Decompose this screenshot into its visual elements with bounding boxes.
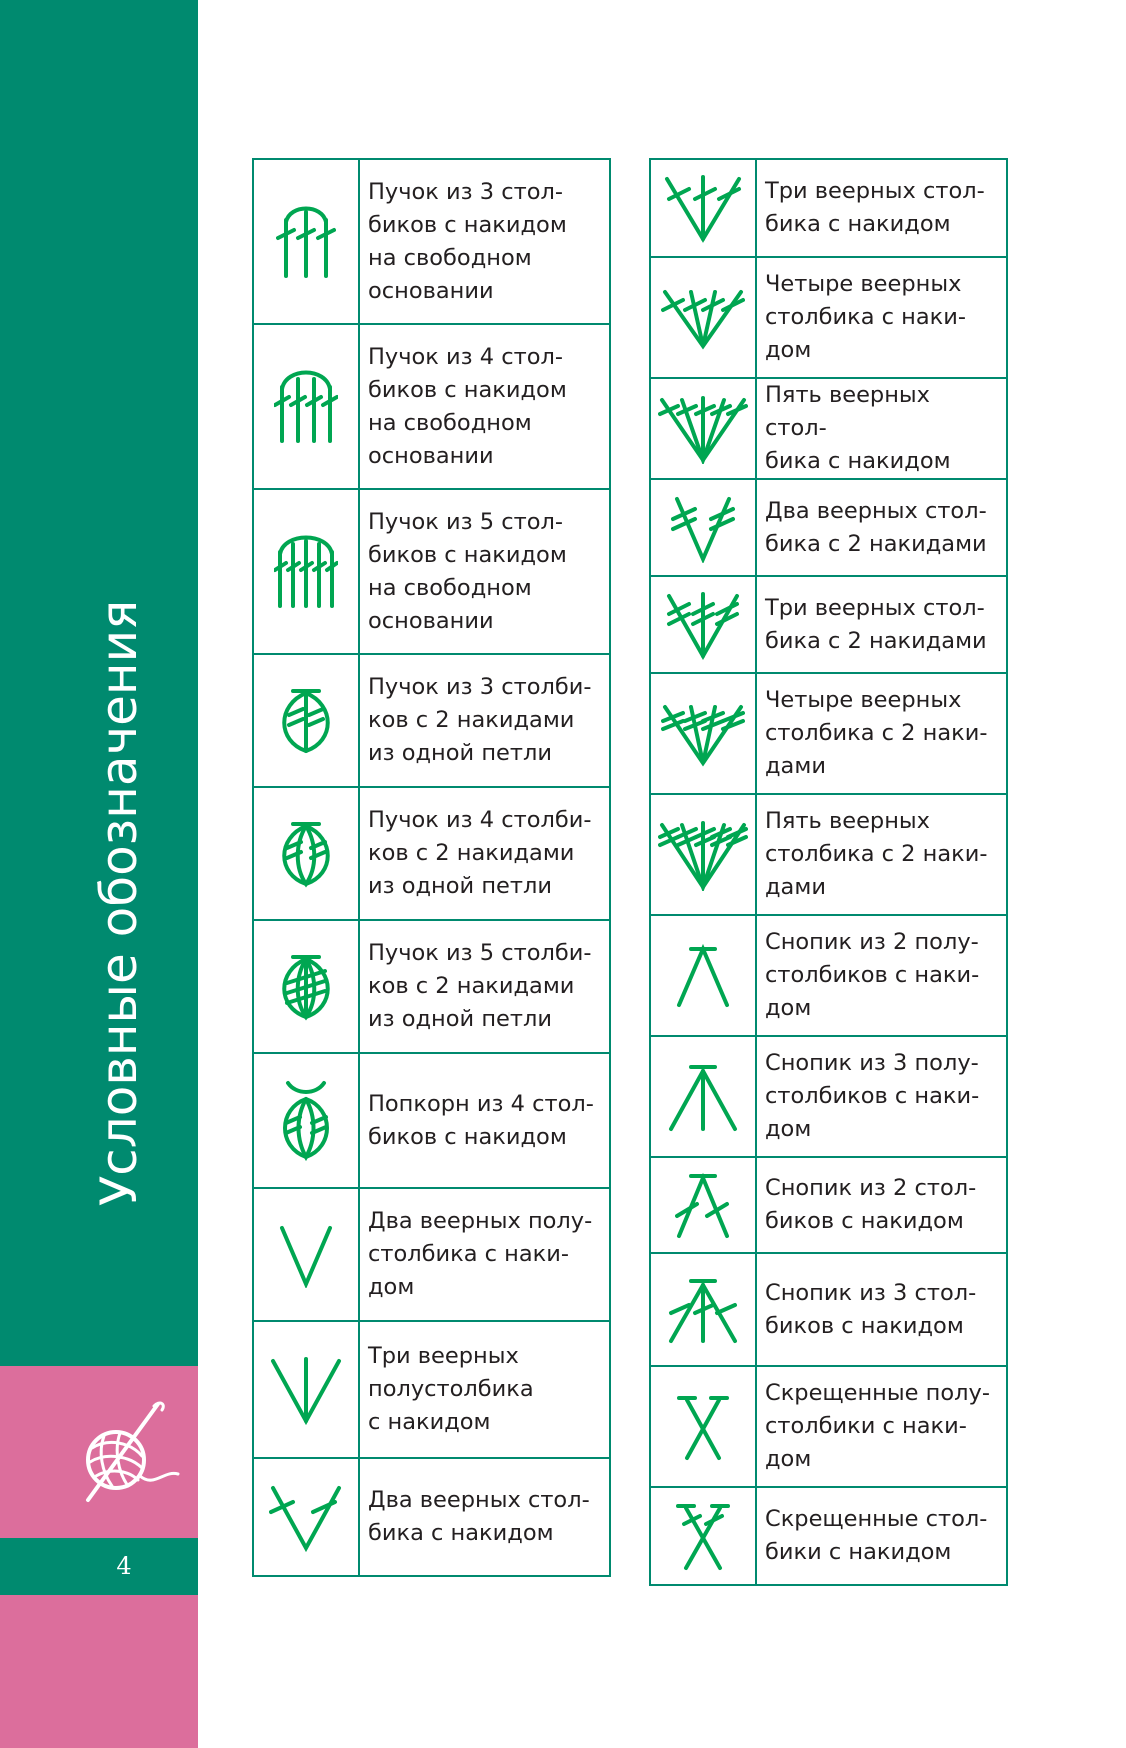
fan-2-dc-icon xyxy=(269,1482,343,1552)
legend-text: Три веерных стол- бика с 2 накидами xyxy=(756,576,1007,673)
legend-text: Скрещенные стол- бики с накидом xyxy=(756,1487,1007,1585)
crossed-dc-icon xyxy=(676,1500,730,1572)
legend-text: Снопик из 3 стол- биков с накидом xyxy=(756,1253,1007,1366)
section-title: Условные обозначения xyxy=(90,599,148,1207)
legend-table-right xyxy=(649,158,1008,1586)
cluster-4-dc-icon xyxy=(274,367,338,447)
legend-row xyxy=(650,576,1007,673)
legend-table-left xyxy=(252,158,611,1577)
legend-row xyxy=(650,378,1007,479)
legend-row xyxy=(253,324,610,489)
legend-text: Попкорн из 4 стол- биков с накидом xyxy=(359,1053,610,1188)
legend-text: Три веерных стол- бика с накидом xyxy=(756,159,1007,257)
fan-4-dc-icon xyxy=(661,286,745,350)
legend-text: Два веерных стол- бика с 2 накидами xyxy=(756,479,1007,576)
legend-text: Пучок из 5 столби- ков с 2 накидами из одной петли xyxy=(359,920,610,1053)
yarn-ball-icon xyxy=(68,1400,188,1510)
legend-text: Пять веерных стол- бика с накидом xyxy=(756,378,1007,479)
sidebar-pink-bottom xyxy=(0,1595,198,1748)
legend-row xyxy=(253,1188,610,1321)
legend-row xyxy=(253,654,610,787)
legend-row xyxy=(650,1157,1007,1253)
popcorn-4-dc-icon xyxy=(280,1079,332,1163)
legend-text: Четыре веерных столбика с 2 наки- дами xyxy=(756,673,1007,794)
puff-4-tr-icon xyxy=(281,818,331,890)
legend-text: Пучок из 3 столби- ков с 2 накидами из одной петли xyxy=(359,654,610,787)
legend-row xyxy=(650,794,1007,915)
fan-3-tr-icon xyxy=(665,590,741,660)
fan-2-tr-icon xyxy=(671,493,735,563)
legend-row xyxy=(650,1036,1007,1157)
page-number: 4 xyxy=(116,1552,132,1580)
legend-text: Снопик из 2 стол- биков с накидом xyxy=(756,1157,1007,1253)
legend-text: Три веерных полустолбика с накидом xyxy=(359,1321,610,1458)
legend-text: Пять веерных столбика с 2 наки- дами xyxy=(756,794,1007,915)
puff-3-tr-icon xyxy=(281,685,331,757)
legend-row xyxy=(253,1053,610,1188)
sidebar xyxy=(0,0,198,1748)
cluster-5-dc-icon xyxy=(274,532,338,612)
fan-5-tr-icon xyxy=(658,819,748,891)
sheaf-3-hdc-icon xyxy=(667,1061,739,1133)
legend-text: Снопик из 2 полу- столбиков с наки- дом xyxy=(756,915,1007,1036)
legend-row xyxy=(253,489,610,654)
legend-text: Пучок из 4 стол- биков с накидом на свободном основании xyxy=(359,324,610,489)
legend-text: Два веерных полу- столбика с наки- дом xyxy=(359,1188,610,1321)
legend-row xyxy=(650,1253,1007,1366)
legend-text: Снопик из 3 полу- столбиков с наки- дом xyxy=(756,1036,1007,1157)
fan-5-dc-icon xyxy=(658,394,748,464)
legend-text: Пучок из 5 стол- биков с накидом на свободном основании xyxy=(359,489,610,654)
sheaf-3-dc-icon xyxy=(667,1275,739,1345)
fan-2-hdc-icon xyxy=(278,1222,334,1288)
fan-3-dc-icon xyxy=(663,173,743,243)
legend-text: Пучок из 4 столби- ков с 2 накидами из одной петли xyxy=(359,787,610,920)
legend-text: Скрещенные полу- столбики с наки- дом xyxy=(756,1366,1007,1487)
legend-row xyxy=(253,920,610,1053)
legend-text: Четыре веерных столбика с наки- дом xyxy=(756,257,1007,378)
legend-row xyxy=(650,1487,1007,1585)
legend-text: Пучок из 3 стол- биков с накидом на свободном основании xyxy=(359,159,610,324)
sheaf-2-hdc-icon xyxy=(675,943,731,1009)
legend-row xyxy=(650,673,1007,794)
legend-row xyxy=(650,479,1007,576)
legend-row xyxy=(650,257,1007,378)
fan-3-hdc-icon xyxy=(269,1355,343,1425)
puff-5-tr-icon xyxy=(281,951,331,1023)
sheaf-2-dc-icon xyxy=(675,1170,731,1240)
legend-text: Два веерных стол- бика с накидом xyxy=(359,1458,610,1576)
legend-row xyxy=(253,1458,610,1576)
legend-row xyxy=(253,787,610,920)
fan-4-tr-icon xyxy=(661,701,745,767)
legend-row xyxy=(650,915,1007,1036)
legend-row xyxy=(253,159,610,324)
cluster-3-dc-icon xyxy=(276,202,336,282)
legend-row xyxy=(650,1366,1007,1487)
legend-row xyxy=(253,1321,610,1458)
legend-row xyxy=(650,159,1007,257)
crossed-hdc-icon xyxy=(677,1392,729,1462)
